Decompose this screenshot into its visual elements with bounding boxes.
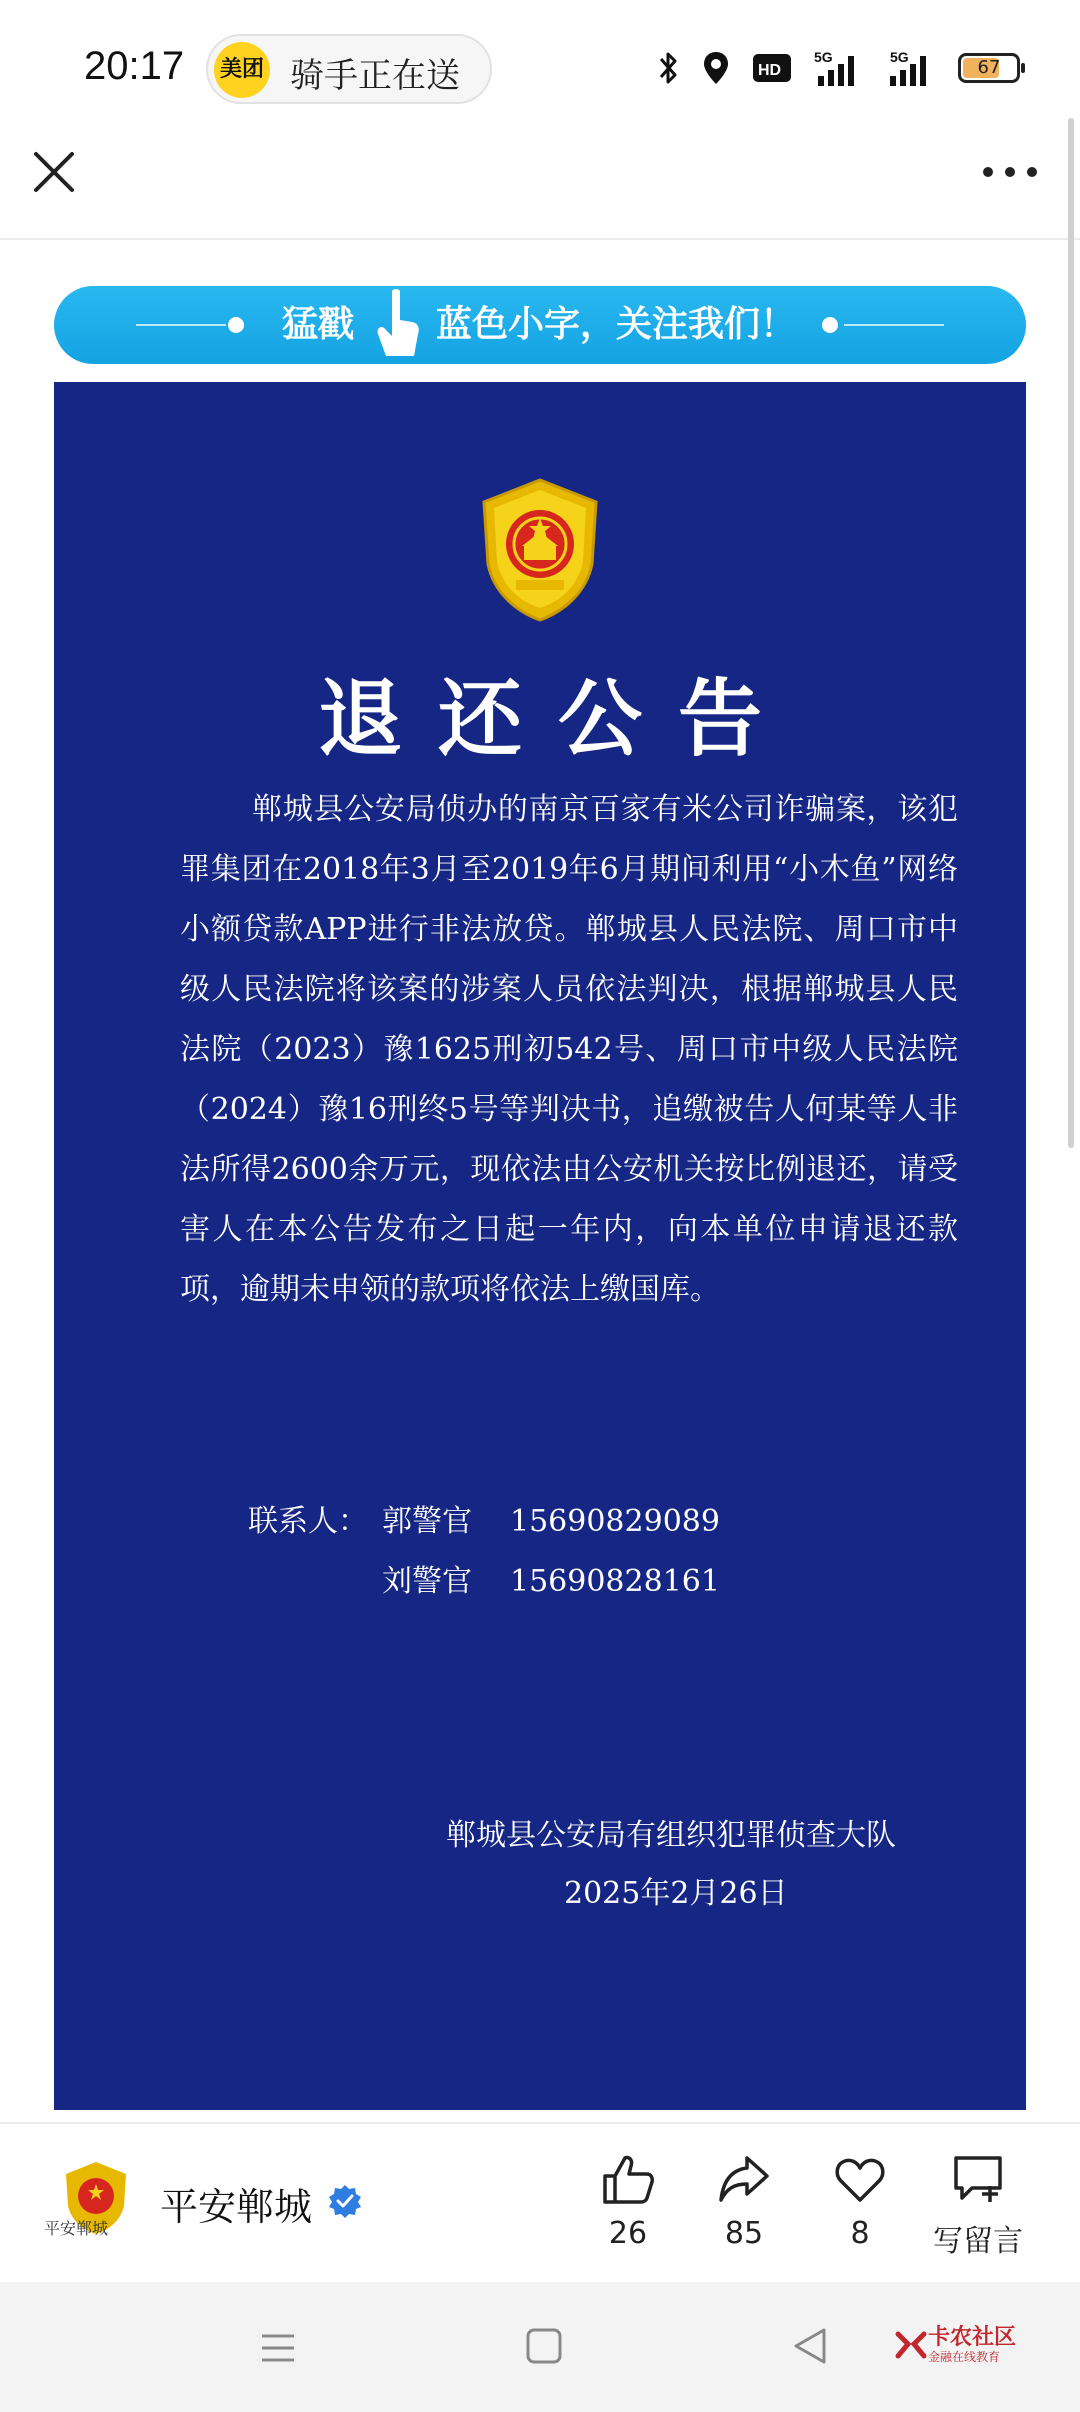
watermark-title: 卡农社区 bbox=[927, 2325, 1016, 2350]
contact-name: 郭警官 bbox=[382, 1504, 472, 1539]
share-count: 85 bbox=[724, 2216, 764, 2251]
5g-signal-icon bbox=[886, 48, 936, 88]
svg-text:5G: 5G bbox=[814, 49, 833, 65]
account-name[interactable]: 平安郸城 bbox=[160, 2185, 313, 2229]
home-icon[interactable] bbox=[524, 2326, 564, 2366]
contact-row bbox=[382, 1556, 720, 1600]
contact-phone: 15690829089 bbox=[510, 1504, 720, 1539]
watermark bbox=[894, 2326, 1016, 2364]
status-time: 20:17 bbox=[84, 44, 185, 88]
live-activity-text: 骑手正在送 bbox=[290, 56, 460, 96]
thumbs-up-icon bbox=[601, 2152, 655, 2206]
top-nav bbox=[0, 120, 1080, 240]
contact-row bbox=[382, 1496, 720, 1540]
back-icon[interactable] bbox=[790, 2326, 830, 2366]
comment-button[interactable] bbox=[926, 2152, 1030, 2260]
scrollbar[interactable] bbox=[1068, 118, 1074, 1148]
notice-image bbox=[54, 382, 1026, 2110]
battery-level: 67 bbox=[977, 57, 1001, 78]
hd-icon bbox=[752, 53, 792, 83]
account-logo-caption: 平安郸城 bbox=[44, 2219, 109, 2238]
share-icon bbox=[717, 2152, 771, 2206]
menu-icon[interactable] bbox=[258, 2328, 298, 2368]
like-count: 26 bbox=[608, 2216, 648, 2251]
contact-phone: 15690828161 bbox=[510, 1564, 720, 1599]
banner-left-text: 猛戳 bbox=[282, 304, 355, 345]
svg-text:HD: HD bbox=[758, 62, 782, 79]
notice-body: 郸城县公安局侦办的南京百家有米公司诈骗案，该犯罪集团在2018年3月至2019年6月期间利用“小木鱼”网络小额贷款APP进行非法放贷。郸城县人民法院、周口市中级人民法院将该案的涉案人员依法判决，根据郸城县人民法院（2023）豫1625刑初542号、周口市中级人民法院（2024）豫16刑终5号等判决书，追缴被告人何某等人非法所得2600余万元，现依法由公安机关按比例退还，请受害人在本公告发布之日起一年内，向本单位申请退还款项，逾期未申领的款项将依法上缴国库。 bbox=[180, 792, 958, 1307]
system-nav-bar bbox=[0, 2282, 1080, 2412]
notice-title: 退还公告 bbox=[317, 670, 798, 768]
like-button[interactable] bbox=[578, 2152, 678, 2251]
live-activity-pill[interactable] bbox=[206, 34, 492, 104]
heart-icon bbox=[833, 2152, 887, 2206]
comment-label: 写留言 bbox=[933, 2224, 1023, 2259]
bluetooth-icon bbox=[658, 50, 680, 86]
more-icon[interactable] bbox=[980, 160, 1040, 184]
close-icon[interactable] bbox=[28, 146, 80, 198]
pointing-hand-icon bbox=[370, 286, 424, 364]
police-emblem bbox=[466, 474, 614, 626]
comment-icon bbox=[950, 2152, 1006, 2206]
signature-date: 2025年2月26日 bbox=[564, 1876, 788, 1911]
contact-name: 刘警官 bbox=[382, 1564, 472, 1599]
watermark-logo bbox=[894, 2328, 928, 2362]
share-button[interactable] bbox=[694, 2152, 794, 2251]
banner-right-text: 蓝色小字，关注我们！ bbox=[436, 304, 797, 345]
status-bar bbox=[0, 0, 1080, 140]
location-icon bbox=[702, 50, 730, 86]
signature-org: 郸城县公安局有组织犯罪侦查大队 bbox=[446, 1818, 896, 1853]
meituan-logo: 美团 bbox=[214, 42, 270, 98]
follow-banner[interactable] bbox=[54, 286, 1026, 364]
favorite-count: 8 bbox=[850, 2216, 870, 2251]
article-footer bbox=[0, 2122, 1080, 2282]
contact-label: 联系人： bbox=[248, 1504, 368, 1539]
status-icons bbox=[658, 46, 1020, 90]
svg-text:5G: 5G bbox=[890, 49, 909, 65]
watermark-subtitle: 金融在线教育 bbox=[927, 2350, 1000, 2364]
battery-icon bbox=[958, 53, 1020, 83]
verified-icon bbox=[328, 2184, 362, 2218]
5g-signal-icon bbox=[814, 48, 864, 88]
favorite-button[interactable] bbox=[810, 2152, 910, 2251]
